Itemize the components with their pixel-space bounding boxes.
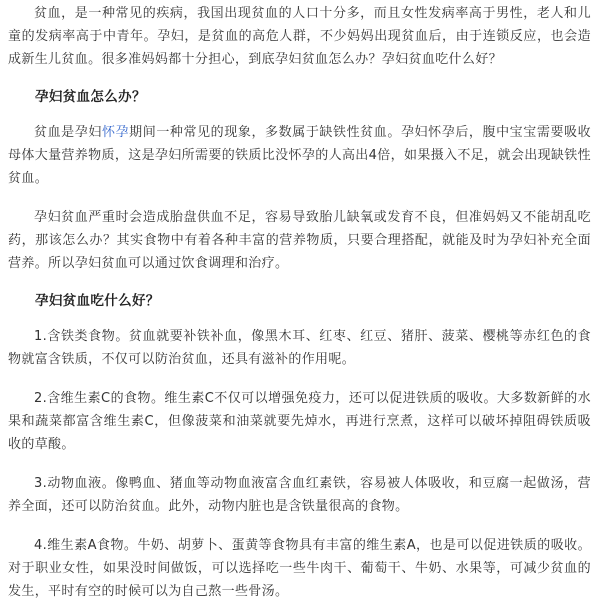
section1-paragraph-2: 孕妇贫血严重时会造成胎盘供血不足，容易导致胎儿缺氧或发育不良，但准妈妈又不能胡乱吃药，那该怎么办？其实食物中有着各种丰富的营养物质，只要合理搭配，就能及时为孕妇补充全面营养。所以孕妇贫血可以通过饮食调理和治疗。 [8, 210, 591, 271]
list-item-vitamin-a-foods: 4.维生素A食物。牛奶、胡萝卜、蛋黄等食物具有丰富的维生素A，也是可以促进铁质的吸收。对于职业女性，如果没时间做饭，可以选择吃一些牛肉干、葡萄干、牛奶、水果等，可减少贫血的发生，平时有空的时候可以为自己熬一些骨汤。 [8, 538, 591, 599]
list-item-animal-blood: 3.动物血液。像鸭血、猪血等动物血液富含血红素铁，容易被人体吸收，和豆腐一起做汤，营养全面，还可以防治贫血。此外，动物内脏也是含铁量很高的食物。 [8, 476, 591, 514]
section-heading-what-to-do: 孕妇贫血怎么办？ [35, 89, 146, 105]
list-item-iron-foods: 1.含铁类食物。贫血就要补铁补血，像黑木耳、红枣、红豆、猪肝、菠菜、樱桃等赤红色的食物就富含铁质，不仅可以防治贫血，还具有滋补的作用呢。 [8, 329, 591, 367]
intro-paragraph: 贫血，是一种常见的疾病，我国出现贫血的人口十分多，而且女性发病率高于男性，老人和儿童的发病率高于中青年。孕妇，是贫血的高危人群，不少妈妈出现贫血后，由于连锁反应，也会造成新生儿贫血。很多准妈妈都十分担心，到底孕妇贫血怎么办？孕妇贫血吃什么好？ [8, 6, 591, 67]
link-pregnancy[interactable]: 怀孕 [101, 125, 130, 140]
section1-paragraph-1-lead: 贫血是孕妇 [34, 125, 102, 140]
section1-paragraph-1 [8, 121, 591, 190]
section-heading-what-to-eat: 孕妇贫血吃什么好？ [35, 293, 160, 309]
section1-paragraph-1-rest: 期间一种常见的现象，多数属于缺铁性贫血。孕妇怀孕后，腹中宝宝需要吸收母体大量营养物质，这是孕妇所需要的铁质比没怀孕的人高出4倍，如果摄入不足，就会出现缺铁性贫血。 [8, 125, 591, 186]
list-item-vitamin-c-foods: 2.含维生素C的食物。维生素C不仅可以增强免疫力，还可以促进铁质的吸收。大多数新鲜的水果和蔬菜都富含维生素C，但像菠菜和油菜就要先焯水，再进行烹煮，这样可以破坏掉阻碍铁质吸收的草酸。 [8, 391, 591, 452]
